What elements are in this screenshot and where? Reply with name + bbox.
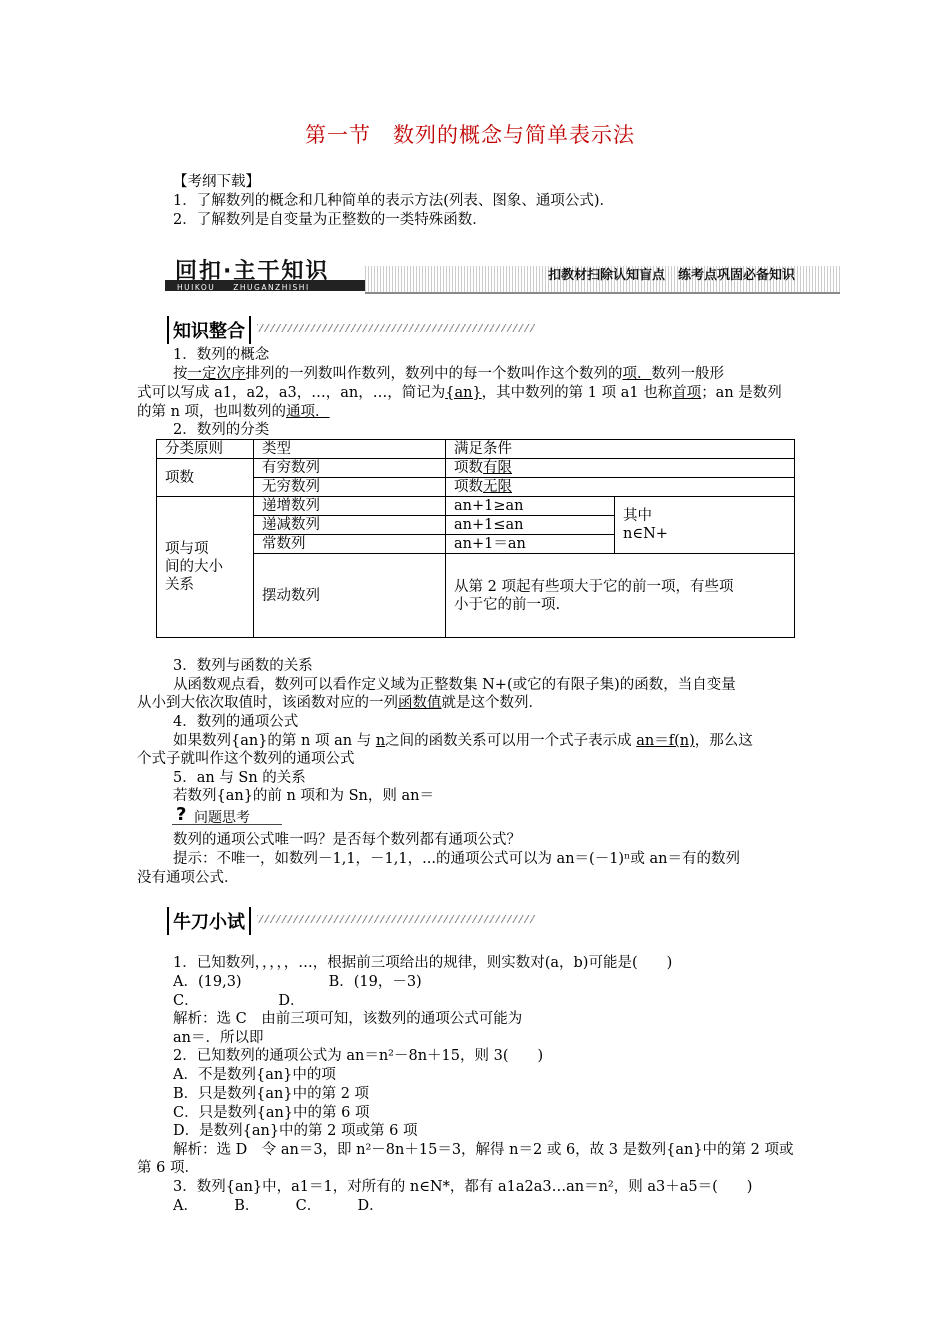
classification-table (156, 439, 795, 638)
table-cell: 常数列 (254, 535, 446, 554)
exercise-line: A．不是数列{an}中的项 (173, 1067, 336, 1083)
exercise-line: C．只是数列{an}中的第 6 项 (173, 1105, 370, 1121)
table-header: 分类原则 (157, 440, 254, 459)
outline-item: 1．了解数列的概念和几种简单的表示方法(列表、图象、通项公式)． (173, 193, 615, 209)
heading: 1．数列的概念 (173, 347, 270, 363)
table-cell: 有穷数列 (254, 459, 446, 478)
table-cell: 摆动数列 (254, 554, 446, 638)
exercise-line: C． D． (173, 993, 305, 1009)
banner-slogan: 扣教材扫除认知盲点 练考点巩固必备知识 (547, 268, 795, 283)
exercise-line: 解析：选 D 令 an＝3，即 n²－8n＋15＝3，解得 n＝2 或 6，故 3 是数列{an}中的第 2 项或 (173, 1142, 794, 1158)
paragraph-line: 如果数列{an}的第 n 项 an 与 n之间的函数关系可以用一个式子表示成 an＝f(n)，那么这 (173, 733, 753, 749)
banner-main: 回扣·主干知识 (175, 259, 330, 284)
question-think-tag (172, 806, 282, 828)
exercise-line: 1．已知数列，，，，，…，根据前三项给出的规律，则实数对(a，b)可能是( ) (173, 955, 673, 971)
think-label: 问题思考 (194, 810, 250, 826)
hatch-decoration (257, 915, 535, 923)
heading: 5．an 与 Sn 的关系 (173, 770, 306, 786)
paragraph-line: 数列的通项公式唯一吗？是否每个数列都有通项公式？ (173, 832, 521, 848)
banner-pinyin: HUIKOU ZHUGANZHISHI (177, 283, 310, 292)
paragraph-line: 没有通项公式． (137, 870, 239, 886)
table-cell: an+1≤an (446, 516, 615, 535)
section-label: 知识整合 (167, 316, 251, 344)
paragraph-line: 的第 n 项，也叫数列的通项． (137, 404, 330, 420)
table-header: 满足条件 (446, 440, 795, 459)
section-banner (165, 252, 840, 292)
paragraph-line: 式可以写成 a1，a2，a3，…，an，…，简记为{an}，其中数列的第 1 项 a1 也称首项；an 是数列 (137, 385, 782, 401)
paragraph-line: 从小到大依次取值时，该函数对应的一列函数值就是这个数列． (137, 695, 543, 711)
table-cell: 递增数列 (254, 497, 446, 516)
table-header: 类型 (254, 440, 446, 459)
paragraph-line: 按一定次序排列的一列数叫作数列，数列中的每一个数叫作这个数列的项．数列一般形 (173, 366, 724, 382)
exercise-line: an＝．所以即 (173, 1030, 264, 1046)
table-cell: an+1≥an (446, 497, 615, 516)
page-title: 第一节 数列的概念与简单表示法 (305, 123, 635, 147)
exercise-line: 解析：选 C 由前三项可知，该数列的通项公式可能为 (173, 1011, 523, 1027)
table-cell: 递减数列 (254, 516, 446, 535)
heading: 4．数列的通项公式 (173, 714, 299, 730)
section-label: 牛刀小试 (167, 907, 251, 935)
paragraph-line: 从函数观点看，数列可以看作定义域为正整数集 N+(或它的有限子集)的函数，当自变量 (173, 677, 736, 693)
exercise-line: A． B． C． D． (173, 1198, 384, 1214)
outline-item: 2．了解数列是自变量为正整数的一类特殊函数． (173, 212, 487, 228)
heading: 2．数列的分类 (173, 422, 270, 438)
table-cell: 项数无限 (446, 478, 795, 497)
table-cell: 从第 2 项起有些项大于它的前一项，有些项 小于它的前一项. (446, 554, 795, 638)
section-header (167, 316, 537, 346)
table-cell: 无穷数列 (254, 478, 446, 497)
section-header (167, 907, 537, 937)
table-cell: 项数有限 (446, 459, 795, 478)
exercise-line: D．是数列{an}中的第 2 项或第 6 项 (173, 1123, 418, 1139)
outline-heading: 【考纲下载】 (173, 174, 260, 190)
table-note: 其中 n∈N+ (615, 497, 795, 554)
hatch-decoration (257, 324, 535, 332)
exercise-line: A．(19,3) B．(19，－3) (173, 974, 422, 990)
paragraph-line: 若数列{an}的前 n 项和为 Sn，则 an＝ (173, 788, 434, 804)
paragraph-line: 提示：不唯一，如数列－1,1，－1,1，...的通项公式可以为 an＝(－1)ⁿ或 an＝有的数列 (173, 851, 740, 867)
paragraph-line: 个式子就叫作这个数列的通项公式 (137, 751, 355, 767)
table-group: 项与项 间的大小 关系 (157, 497, 254, 638)
exercise-line: B．只是数列{an}中的第 2 项 (173, 1086, 370, 1102)
question-mark-icon: ? (176, 804, 187, 825)
exercise-line: 3．数列{an}中，a1＝1，对所有的 n∈N*，都有 a1a2a3…an＝n²，则 a3＋a5＝( ) (173, 1179, 753, 1195)
exercise-line: 第 6 项． (137, 1160, 199, 1176)
table-cell: an+1＝an (446, 535, 615, 554)
heading: 3．数列与函数的关系 (173, 658, 313, 674)
table-group: 项数 (157, 459, 254, 497)
exercise-line: 2．已知数列的通项公式为 an＝n²－8n＋15，则 3( ) (173, 1048, 544, 1064)
